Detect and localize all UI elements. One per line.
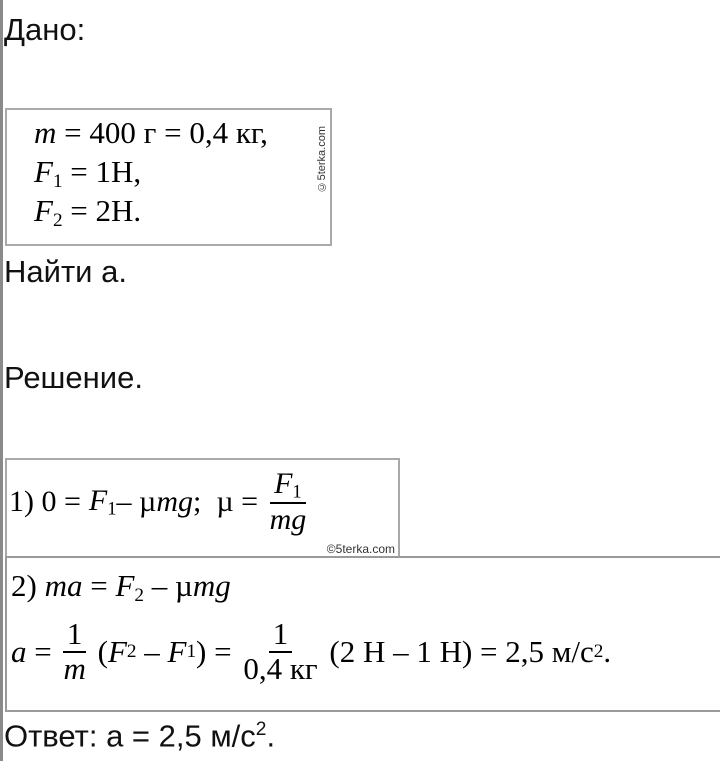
step1-mg: mg [156, 484, 194, 518]
step2-f2-var: F [107, 633, 127, 669]
watermark-horizontal: ©5terka.com [326, 542, 395, 556]
step2-mg: mg [192, 568, 231, 603]
step2-paren-minus: – [136, 633, 168, 669]
step2-a-var: a [11, 633, 27, 669]
answer-end: . [266, 718, 276, 754]
step2-minus-mu: – µ [144, 568, 193, 603]
given-mass-line [34, 115, 268, 151]
step1-f-var: F [88, 483, 108, 517]
step2-result-end: . [603, 633, 612, 669]
step1-box [5, 458, 400, 558]
answer-sup: 2 [255, 719, 267, 740]
frac2-num: 1 [269, 618, 293, 653]
step2-line2 [11, 618, 611, 685]
find-heading: Найти а. [4, 254, 127, 289]
given-f1-line [34, 154, 141, 193]
step1-f-sub: 1 [107, 498, 117, 520]
given-heading: Дано: [4, 12, 86, 47]
step2-fraction-1 [59, 618, 89, 685]
step2-f2-sub-b: 2 [126, 640, 137, 662]
step2-ma: ma [44, 568, 83, 603]
watermark-vertical: ©5terka.com [316, 126, 328, 193]
step1-prefix: 1) 0 = [9, 484, 81, 518]
step2-f1-sub: 1 [186, 640, 197, 662]
f2-sub: 2 [52, 209, 63, 231]
step2-result-sup: 2 [593, 640, 604, 662]
frac2-den: 0,4 кг [243, 650, 318, 686]
f1-expr: = 1Н, [62, 154, 142, 189]
mass-var: m [34, 115, 57, 150]
step1-formula [9, 468, 310, 536]
frac1-den: m [63, 650, 86, 686]
step2-line1 [11, 568, 231, 607]
step2-paren-close: ) = [196, 633, 240, 669]
step2-f2-sub: 2 [134, 584, 144, 606]
mass-expr: = 400 г = 0,4 кг, [56, 115, 268, 150]
step2-paren-open: ( [89, 633, 108, 669]
f1-var: F [34, 154, 53, 189]
step1-fraction [266, 468, 311, 536]
step2-result: (2 Н – 1 Н) = 2,5 м/с [321, 633, 594, 669]
step2-prefix: 2) [11, 568, 45, 603]
step2-f1-var: F [167, 633, 187, 669]
frac-num-var: F [274, 467, 293, 500]
given-box [5, 108, 332, 246]
step1-mu-eq: ; µ = [193, 484, 266, 518]
answer-text: Ответ: a = 2,5 м/с [4, 718, 256, 754]
f2-var: F [34, 193, 53, 228]
step2-fraction-2 [239, 618, 321, 685]
solution-heading: Решение. [4, 360, 143, 395]
frac-num-sub: 1 [292, 481, 302, 503]
f2-expr: = 2Н. [62, 193, 142, 228]
answer-line [4, 712, 275, 755]
given-f2-line [34, 193, 141, 232]
left-edge-bar [0, 0, 3, 761]
step1-minus-mu: – µ [116, 484, 157, 518]
frac1-num: 1 [63, 618, 87, 653]
frac-den: mg [269, 503, 307, 537]
step2-eq: = [82, 568, 116, 603]
step2-a-eq: = [26, 633, 60, 669]
step2-f-var: F [115, 568, 135, 603]
f1-sub: 1 [52, 170, 63, 192]
step2-box [5, 556, 720, 712]
